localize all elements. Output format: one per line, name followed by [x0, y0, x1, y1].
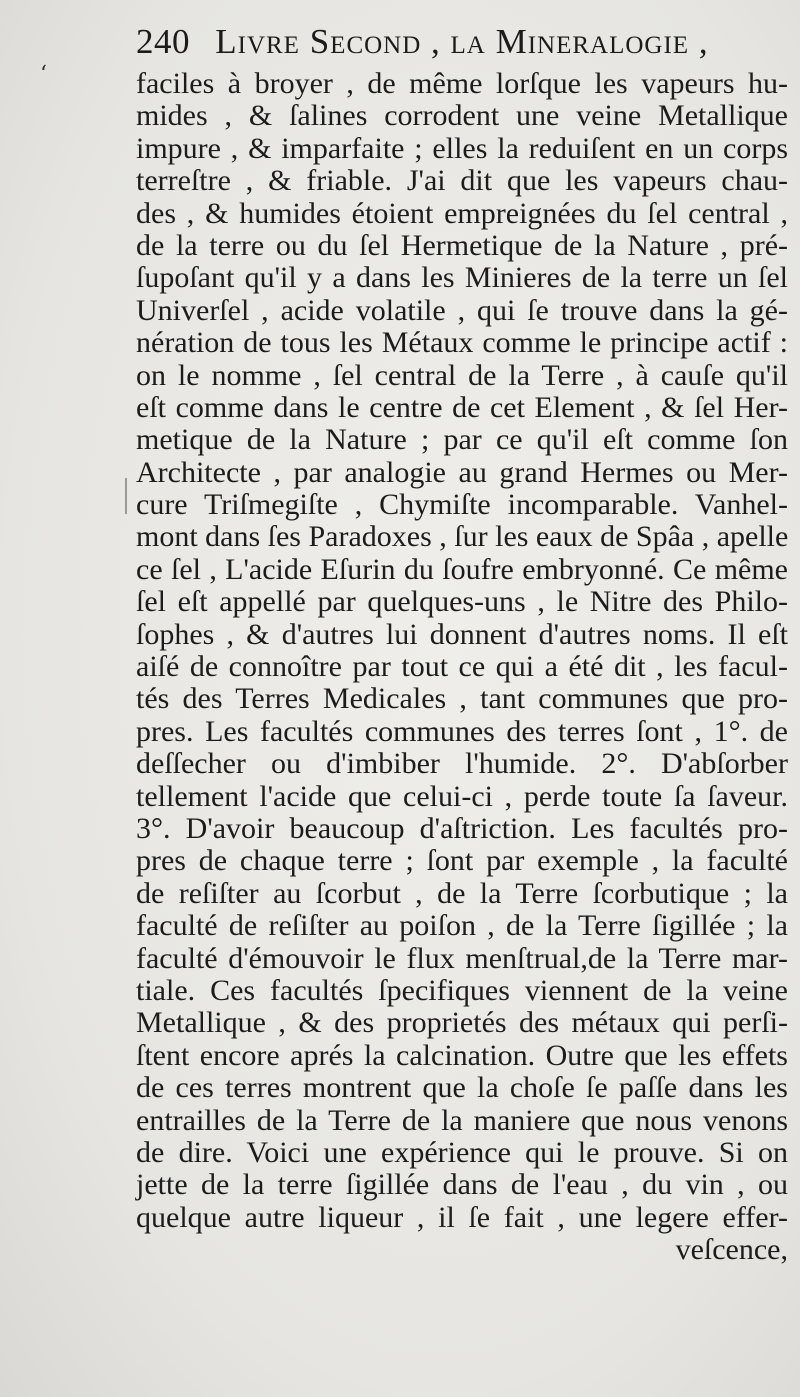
- text-line: ſel eſt appellé par quelques-uns , le Nitre des Philo-: [136, 585, 788, 619]
- body-text: [136, 68, 788, 1266]
- running-title: Livre Second , la Mineralogie ,: [215, 22, 709, 61]
- text-line: metique de la Nature ; par ce qu'il eſt comme ſon: [136, 423, 788, 457]
- text-line: faciles à broyer , de même lorſque les vapeurs hu-: [136, 67, 788, 100]
- text-line: mides , & ſalines corrodent une veine Metallique: [136, 99, 788, 133]
- text-line: de reſiſter au ſcorbut , de la Terre ſcorbutique ; la: [136, 876, 788, 910]
- text-line: nération de tous les Métaux comme le principe actif :: [136, 326, 788, 360]
- text-line: entrailles de la Terre de la maniere que nous venons: [136, 1103, 788, 1137]
- text-line: on le nomme , ſel central de la Terre , à cauſe qu'il: [136, 358, 788, 392]
- text-line: faculté de reſiſter au poiſon , de la Terre ſigillée ; la: [136, 909, 788, 943]
- margin-mark: ʻ: [40, 62, 47, 87]
- text-line: 3°. D'avoir beaucoup d'aſtriction. Les facultés pro-: [136, 811, 788, 845]
- text-line: ce ſel , L'acide Eſurin du ſoufre embryonné. Ce même: [136, 552, 788, 586]
- text-line: tellement l'acide que celui-ci , perde toute ſa ſaveur.: [136, 779, 788, 813]
- text-line: faculté d'émouvoir le flux menſtrual,de la Terre mar-: [136, 941, 788, 975]
- text-line: ſupoſant qu'il y a dans les Minieres de la terre un ſel: [136, 261, 788, 295]
- text-line: terreſtre , & friable. J'ai dit que les vapeurs chau-: [136, 164, 788, 198]
- page-number: 240: [136, 22, 190, 61]
- text-line: impure , & imparfaite ; elles la reduiſent en un corps: [136, 131, 788, 165]
- text-line: veſcence,: [675, 1233, 788, 1267]
- text-line: des , & humides étoient empreignées du ſel central ,: [136, 196, 788, 230]
- text-line: cure Triſmegiſte , Chymiſte incomparable. Vanhel-: [136, 488, 788, 522]
- text-line: de ces terres montrent que la choſe ſe paſſe dans les: [136, 1071, 788, 1105]
- text-line: mont dans ſes Paradoxes , ſur les eaux de Spâa , apelle: [136, 520, 789, 554]
- text-line: ſtent encore aprés la calcination. Outre que les effets: [136, 1038, 788, 1072]
- text-line: de dire. Voici une expérience qui le prouve. Si on: [136, 1135, 788, 1169]
- text-line: Univerſel , acide volatile , qui ſe trouve dans la gé-: [136, 293, 788, 327]
- text-line: jette de la terre ſigillée dans de l'eau , du vin , ou: [136, 1168, 788, 1202]
- running-header: [136, 22, 776, 72]
- text-line: de la terre ou du ſel Hermetique de la Nature , pré-: [136, 228, 788, 262]
- text-line: tés des Terres Medicales , tant communes que pro-: [136, 682, 788, 716]
- text-line: quelque autre liqueur , il ſe fait , une legere effer-: [136, 1200, 788, 1234]
- text-line: Metallique , & des proprietés des métaux qui perſi-: [136, 1006, 788, 1040]
- text-line: tiale. Ces facultés ſpecifiques viennent de la veine: [136, 973, 788, 1007]
- text-line: ſophes , & d'autres lui donnent d'autres noms. Il eſt: [136, 617, 788, 651]
- text-line: aiſé de connoître par tout ce qui a été dit , les facul-: [136, 650, 788, 684]
- text-line: eſt comme dans le centre de cet Element , & ſel Her-: [136, 390, 788, 424]
- margin-rule: [125, 478, 127, 514]
- text-line: Architecte , par analogie au grand Hermes ou Mer-: [136, 455, 788, 489]
- text-line: deſſecher ou d'imbiber l'humide. 2°. D'abſorber: [136, 747, 788, 781]
- text-line: pres. Les facultés communes des terres ſont , 1°. de: [136, 714, 788, 748]
- text-line: pres de chaque terre ; ſont par exemple , la faculté: [136, 844, 788, 878]
